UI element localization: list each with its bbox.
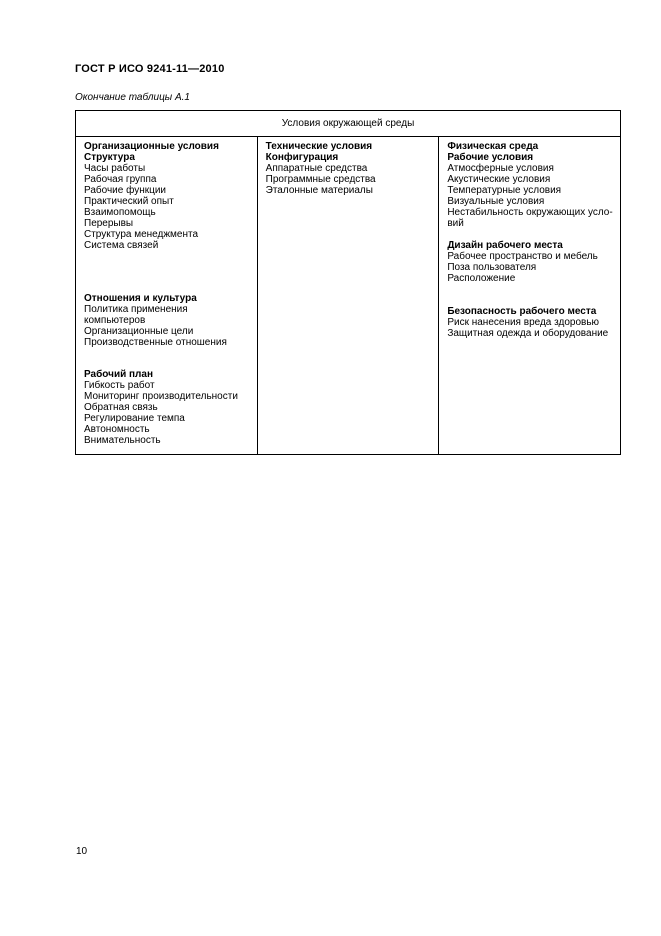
table-block [266, 141, 433, 196]
table-line: Мониторинг производительности [84, 391, 238, 402]
table-line: Нестабильность окружающих усло- [447, 207, 613, 218]
table-line: Визуальные условия [447, 196, 545, 207]
table-line: Расположение [447, 273, 516, 284]
table-line: Риск нанесения вреда здоровью [447, 317, 600, 328]
table-header-row [76, 111, 621, 137]
environment-conditions-table [75, 110, 621, 455]
table-line: Система связей [84, 240, 159, 251]
table-line: Организационные цели [84, 326, 194, 337]
table-line: Рабочая группа [84, 174, 157, 185]
table-block [447, 141, 614, 229]
table-line: Внимательность [84, 435, 161, 446]
table-block [84, 293, 251, 348]
table-line-bold: Дизайн рабочего места [447, 240, 563, 251]
table-line: Политика применения компьютеров [84, 304, 188, 326]
table-line: Защитная одежда и оборудование [447, 328, 609, 339]
column-physical-environment [439, 137, 621, 455]
table-block [447, 240, 614, 284]
table-line: Аппаратные средства [265, 163, 368, 174]
table-line: Регулирование темпа [84, 413, 185, 424]
table-line: Гибкость работ [84, 380, 155, 391]
table-line: Рабочее пространство и мебель [447, 251, 598, 262]
table-line-bold: Физическая среда [447, 141, 539, 152]
table-line: Обратная связь [84, 402, 158, 413]
table-line-bold: Конфигурация [265, 152, 339, 163]
table-line-bold: Рабочий план [84, 369, 154, 380]
table-block [447, 306, 614, 339]
table-line: Температурные условия [447, 185, 562, 196]
table-line: Программные средства [265, 174, 376, 185]
table-line-bold: Структура [84, 152, 135, 163]
table-line-bold: Отношения и культура [84, 293, 197, 304]
table-line: Рабочие функции [84, 185, 167, 196]
table-line: вий [447, 218, 464, 229]
column-technical-conditions [257, 137, 439, 455]
table-line: Практический опыт [84, 196, 174, 207]
column-organizational-conditions [76, 137, 258, 455]
table-line: Атмосферные условия [447, 163, 554, 174]
table-line: Автономность [84, 424, 150, 435]
page-number: 10 [76, 846, 88, 857]
table-line-bold: Безопасность рабочего места [447, 306, 597, 317]
table-header-cell: Условия окружающей среды [76, 111, 621, 137]
table-line: Акустические условия [447, 174, 551, 185]
standard-number-heading: ГОСТ Р ИСО 9241-11—2010 [75, 63, 225, 75]
table-line: Поза пользователя [447, 262, 537, 273]
table-caption: Окончание таблицы А.1 [75, 92, 190, 103]
table-line: Производственные отношения [84, 337, 227, 348]
table-block [84, 369, 251, 446]
table-line: Взаимопомощь [84, 207, 156, 218]
table-line-bold: Организационные условия [84, 141, 219, 152]
table-line: Часы работы [84, 163, 146, 174]
table-line: Структура менеджмента [84, 229, 199, 240]
table-block [84, 141, 251, 251]
table-line: Перерывы [84, 218, 134, 229]
table-line: Эталонные материалы [265, 185, 373, 196]
table-body-row [76, 137, 621, 455]
table-line-bold: Рабочие условия [447, 152, 534, 163]
table-line-bold: Технические условия [265, 141, 373, 152]
